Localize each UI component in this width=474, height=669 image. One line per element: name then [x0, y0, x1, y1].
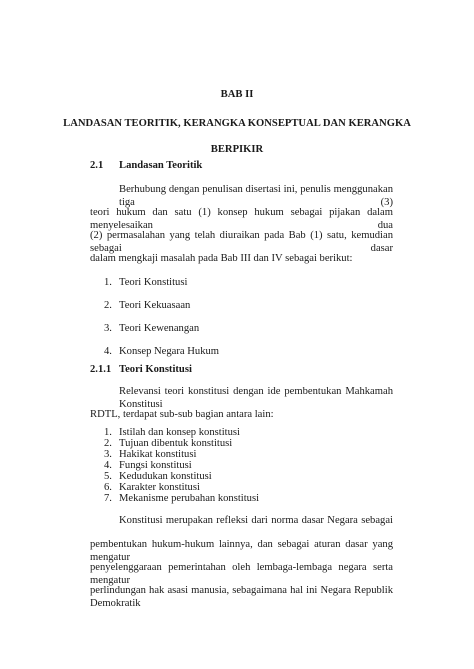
list-item: Konsep Negara Hukum: [119, 346, 220, 357]
list-item-number: 4.: [104, 346, 112, 357]
paragraph-line: perlindungan hak asasi manusia, sebagaimana hal ini Negara Republik Demokratik: [90, 585, 393, 609]
list-item-number: 1.: [104, 427, 112, 438]
paragraph-line: (2) permasalahan yang telah diuraikan pada Bab (1) satu, kemudian sebagai dasar: [90, 230, 393, 254]
paragraph-line: dalam mengkaji masalah pada Bab III dan IV sebagai berikut:: [90, 253, 353, 264]
list-item: Tujuan dibentuk konstitusi: [119, 438, 233, 449]
paragraph-line: Berhubung dengan penulisan disertasi ini, penulis menggunakan tiga (3): [119, 184, 393, 208]
list-item: Hakikat konstitusi: [119, 449, 197, 460]
list-item: Teori Konstitusi: [119, 277, 188, 288]
list-item-number: 3.: [104, 323, 112, 334]
list-item-number: 6.: [104, 482, 112, 493]
paragraph-line: Relevansi teori konstitusi dengan ide pembentukan Mahkamah Konstitusi: [119, 386, 393, 410]
paragraph-line: Konstitusi merupakan refleksi dari norma dasar Negara sebagai: [119, 515, 393, 526]
list-item: Teori Kekuasaan: [119, 300, 191, 311]
list-item-number: 3.: [104, 449, 112, 460]
list-item-number: 7.: [104, 493, 112, 504]
chapter-title-line-1: LANDASAN TEORITIK, KERANGKA KONSEPTUAL DAN KERANGKA: [63, 118, 411, 129]
section-title: Landasan Teoritik: [119, 160, 203, 171]
paragraph-line: RDTL, terdapat sub-sub bagian antara lain:: [90, 409, 274, 420]
paragraph-line: penyelenggaraan pemerintahan oleh lembaga-lembaga negara serta mengatur: [90, 562, 393, 586]
list-item-number: 1.: [104, 277, 112, 288]
list-item: Karakter konstitusi: [119, 482, 200, 493]
list-item: Teori Kewenangan: [119, 323, 200, 334]
subsection-number: 2.1.1: [90, 364, 112, 375]
section-number: 2.1: [90, 160, 104, 171]
list-item-number: 2.: [104, 300, 112, 311]
list-item-number: 4.: [104, 460, 112, 471]
list-item: Kedudukan konstitusi: [119, 471, 212, 482]
list-item: Istilah dan konsep konstitusi: [119, 427, 240, 438]
chapter-heading: BAB II: [220, 89, 254, 100]
list-item: Mekanisme perubahan konstitusi: [119, 493, 260, 504]
paragraph-line: pembentukan hukum-hukum lainnya, dan sebagai aturan dasar yang mengatur: [90, 539, 393, 563]
list-item: Fungsi konstitusi: [119, 460, 192, 471]
list-item-number: 2.: [104, 438, 112, 449]
paragraph-line: teori hukum dan satu (1) konsep hukum sebagai pijakan dalam menyelesaikan dua: [90, 207, 393, 231]
chapter-title-line-2: BERPIKIR: [210, 144, 264, 155]
list-item-number: 5.: [104, 471, 112, 482]
subsection-title: Teori Konstitusi: [119, 364, 192, 375]
